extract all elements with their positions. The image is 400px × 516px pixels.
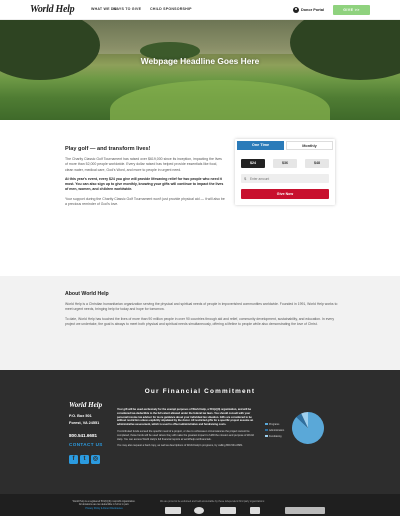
hero-banner (0, 20, 400, 120)
intro-paragraph-2: At this year's event, every $24 you give will provide lifesaving relief for two people who need it most. You can also sign up to give monthly, knowing your gifts will continue to impact the lives of men, women, and children worldwide. (65, 176, 224, 192)
footer-legal (72, 500, 136, 510)
other-amount-field (241, 174, 329, 183)
about-section (65, 291, 340, 332)
financial-pie-chart (291, 411, 325, 445)
address (69, 413, 99, 427)
footer-line-1: World Help is a registered 501(C)(3) nonprofit organization. (72, 500, 136, 503)
donation-form (235, 139, 335, 205)
instagram-icon[interactable]: ◎ (92, 456, 99, 462)
footer-endorsements: We are proud to be endorsed and held accountable by these independent third party organizations: (160, 500, 265, 503)
facebook-icon[interactable]: f (69, 455, 78, 464)
donor-portal-link[interactable] (293, 5, 324, 14)
nav-what-we-do[interactable]: WHAT WE DO (91, 7, 117, 11)
tab-monthly[interactable]: Monthly (286, 141, 333, 150)
legend-item-fundraising (265, 433, 284, 439)
endorsement-badge-5[interactable] (285, 507, 325, 514)
legend-label: Programs (269, 422, 280, 426)
address-line-2: Forest, VA 24551 (69, 421, 100, 425)
other-amount-input[interactable] (250, 175, 326, 182)
financial-paragraph-3: You may also request a hard copy, as well as descriptions of World Help's programs, by calling 800-541-6681. (117, 444, 244, 448)
amount-option-36[interactable]: $36 (273, 159, 297, 168)
about-paragraph-2: To date, World Help has touched the lives of more than 90 million people in over 90 countries through aid and relief, community development, sustainability, and education. In every project we undertake, the goal is always to meet both physical and spiritual needs simultaneously, offering a lifeline to people while also demonstrating the love of Christ. (65, 317, 335, 326)
financial-paragraph-2: If contributed funds exceed the specific need of a project, or due to unforeseen circumstances the project cannot be completed, those funds will be used where they will make the greatest impact to fulfill the mission and purpose of World Help. You can access World Help's full financial reports at worldhelp.net/financials. (117, 429, 254, 441)
tree-left (0, 20, 100, 80)
about-paragraph-1: World Help is a Christian humanitarian organization serving the physical and spiritual needs of people in impoverished communities worldwide. Founded in 1991, World Help works to meet urgent needs, bringing help for today and hope for tomorrow. (65, 302, 338, 311)
twitter-icon[interactable]: t (80, 455, 89, 464)
donor-portal-label: Donor Portal (301, 7, 324, 12)
address-line-1: P.O. Box 501 (69, 414, 92, 418)
contact-us-link[interactable]: CONTACT US (69, 442, 103, 447)
financial-title: Our Financial Commitment (144, 388, 256, 395)
legend-label: Fundraising (269, 434, 282, 438)
financial-paragraph-1: Your gift will be used exclusively for the exempt purposes of World Help, a 501(c)(3) organization, and will be considered tax-deductible to the full extent allowed under the federal tax laws. You should consult with your personal income tax advisor for more guidance about your individual tax situation. Gifts are considered to be without restriction unless explicitly stipulated by the donor. All restricted gifts for a specific project assume an administrative assessment, which is used to offset administrative and fundraising costs. (117, 408, 254, 427)
endorsement-badge-2[interactable] (194, 507, 204, 514)
intro-paragraph-1: The Charity Classic Golf Tournament has raised over $619,000 since its inception, impacting the lives of more than 52,000 people worldwide. Every dollar raised has helped provide essentials like food, clean water, medical care, God's Word, and more to people in urgent need. (65, 157, 222, 172)
intro-heading: Play golf — and transform lives! (65, 146, 151, 152)
endorsement-badge-1[interactable] (165, 507, 181, 514)
nav-child-sponsorship[interactable]: CHILD SPONSORSHIP (150, 7, 192, 11)
footer-line-2: All donations are tax deductible in full or in part. (78, 503, 130, 507)
chart-legend (265, 421, 284, 439)
footer-logo: World Help (69, 401, 103, 409)
legend-swatch (265, 423, 268, 426)
about-heading: About World Help (65, 291, 109, 297)
site-header (0, 0, 400, 20)
legend-label: Administration (269, 428, 285, 432)
hero-headline: Webpage Headline Goes Here (140, 56, 260, 66)
legend-swatch (265, 429, 268, 432)
financial-disclosure (117, 408, 255, 451)
legend-swatch (265, 435, 268, 438)
site-footer (0, 494, 400, 516)
dollar-sign: $ (244, 175, 247, 181)
tree-right (290, 20, 400, 80)
nav-ways-to-give[interactable]: WAYS TO GIVE (113, 7, 142, 11)
fairway (110, 80, 330, 120)
endorsement-badge-4[interactable] (250, 507, 260, 514)
phone-number[interactable]: 800.541.6681 (69, 433, 98, 438)
amount-option-48[interactable]: $48 (305, 159, 329, 168)
intro-section (65, 146, 225, 211)
give-now-button[interactable]: Give Now (241, 189, 329, 199)
financial-commitment-section (0, 370, 400, 494)
amount-option-24[interactable]: $24 (241, 159, 265, 168)
user-circle-icon (293, 7, 299, 13)
endorsement-badge-3[interactable] (220, 507, 236, 514)
give-button[interactable]: GIVE >> (333, 5, 370, 15)
intro-paragraph-3: Your support during the Charity Classic Golf Tournament won't just provide physical aid — it will also be a precious reminder of God's love. (65, 196, 225, 207)
world-help-logo[interactable]: World Help (30, 4, 75, 15)
privacy-policy-link[interactable]: Privacy Policy & Donor Disclosures (85, 506, 123, 510)
tab-one-time[interactable]: One Time (237, 141, 284, 150)
